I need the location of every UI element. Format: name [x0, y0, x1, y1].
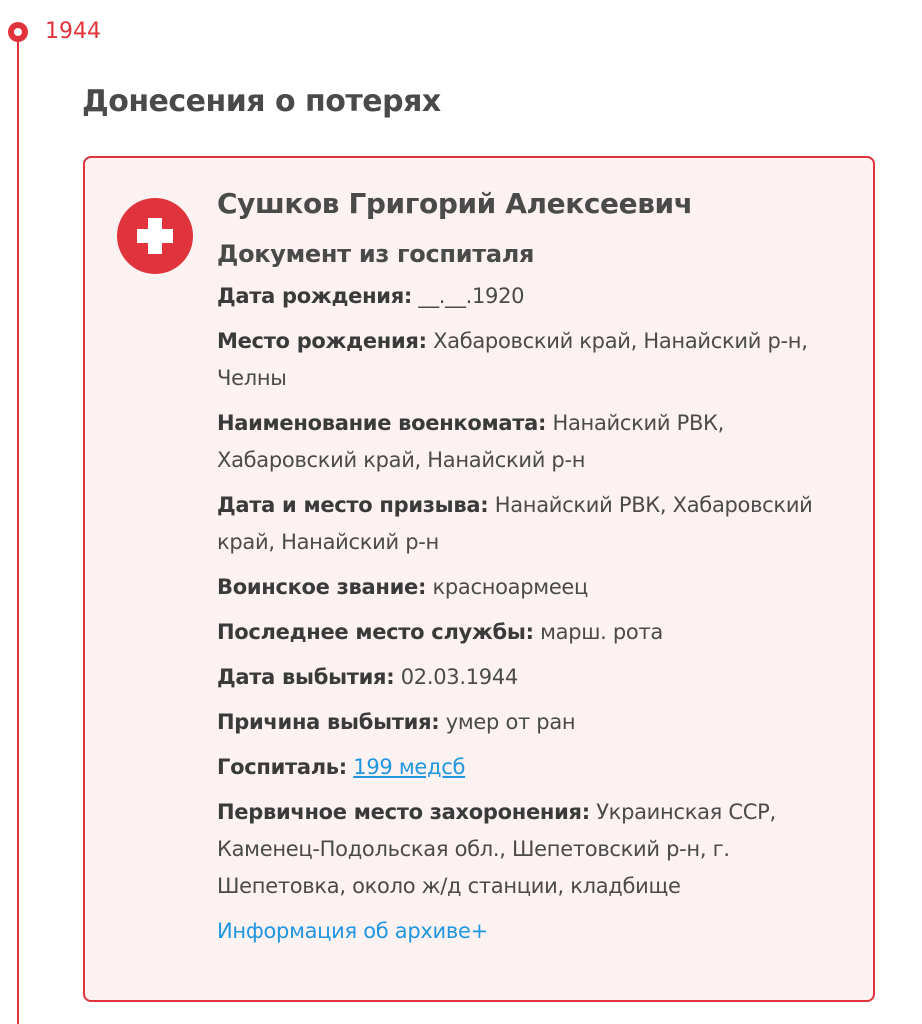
field-draft [217, 487, 847, 561]
field-value: красноармеец [432, 575, 589, 599]
field-value: Украинская ССР, Каменец-Подольская обл., Шепетовский р-н, г. Шепетовка, около ж/д станции, кладбище [217, 800, 776, 898]
field-birth-date [217, 278, 847, 315]
field-value: Нанайский РВК, Хабаровский край, Нанайский р-н [217, 411, 725, 472]
hospital-link[interactable]: 199 медсб [353, 755, 466, 779]
document-type: Документ из госпиталя [217, 240, 535, 268]
field-label: Госпиталь: [217, 755, 347, 779]
field-birth-place [217, 323, 847, 397]
medical-cross-icon [117, 198, 193, 274]
field-value: __.__.1920 [418, 284, 525, 308]
field-value: Нанайский РВК, Хабаровский край, Нанайский р-н [217, 493, 813, 554]
timeline-year: 1944 [45, 19, 101, 44]
field-label: Последнее место службы: [217, 620, 534, 644]
field-label: Дата рождения: [217, 284, 412, 308]
field-rank [217, 569, 847, 606]
field-burial [217, 794, 847, 905]
field-dropout-date [217, 659, 847, 696]
field-value: Хабаровский край, Нанайский р-н, Челны [217, 329, 808, 390]
field-label: Воинское звание: [217, 575, 427, 599]
archive-info-link[interactable]: Информация об архиве+ [217, 919, 488, 943]
field-label: Дата выбытия: [217, 665, 395, 689]
field-label: Наименование военкомата: [217, 411, 547, 435]
field-last-service [217, 614, 847, 651]
field-label: Причина выбытия: [217, 710, 440, 734]
field-label: Дата и место призыва: [217, 493, 489, 517]
field-hospital [217, 749, 847, 786]
field-label: Первичное место захоронения: [217, 800, 590, 824]
field-value: 02.03.1944 [400, 665, 518, 689]
timeline-dot-icon [8, 22, 28, 42]
field-value: марш. рота [540, 620, 663, 644]
field-military-office [217, 405, 847, 479]
field-label: Место рождения: [217, 329, 427, 353]
section-title: Донесения о потерях [82, 84, 441, 119]
loss-report-card [83, 156, 875, 1002]
timeline-line [17, 32, 19, 1024]
field-value: умер от ран [445, 710, 576, 734]
person-name: Сушков Григорий Алексеевич [217, 187, 693, 220]
card-body [217, 184, 847, 950]
field-dropout-reason [217, 704, 847, 741]
